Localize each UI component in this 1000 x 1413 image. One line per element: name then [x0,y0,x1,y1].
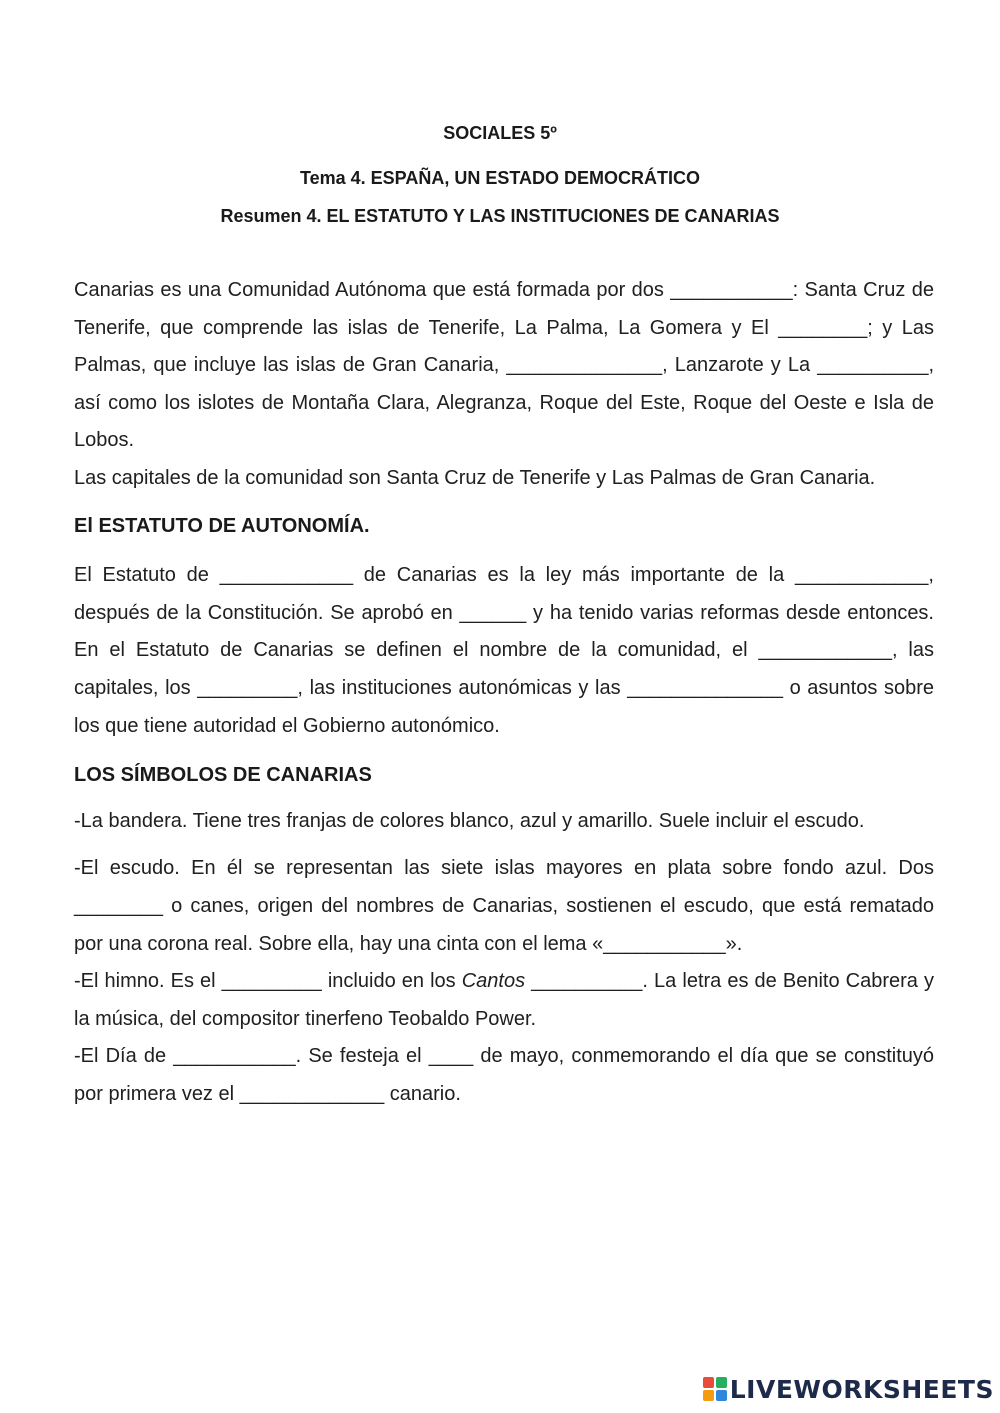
logo-square [716,1390,727,1401]
escudo-paragraph: -El escudo. En él se representan las siete islas mayores en plata sobre fondo azul. Dos ________ o canes, origen del nombres de Canarias, sostienen el escudo, que está rematado por una corona real. Sobre ella, hay una cinta con el lema «___________». [74,857,934,955]
logo-squares-icon [703,1377,727,1401]
estatuto-heading: El ESTATUTO DE AUTONOMÍA. [74,514,370,537]
logo-square [716,1377,727,1388]
resumen-title: Resumen 4. EL ESTATUTO Y LAS INSTITUCIONES DE CANARIAS [220,206,780,226]
logo-brand-text: LIVEWORKSHEETS [729,1374,994,1404]
cantos-italic: Cantos [461,970,526,993]
worksheet-body [74,272,934,1113]
estatuto-paragraph: El Estatuto de ____________ de Canarias es la ley más importante de la ____________, después de la Constitución. Se aprobó en ______ y ha tenido varias reformas desde entonces. En el Estatuto de Canarias se definen el nombre de la comunidad, el ____________, las capitales, los _________, las instituciones autonómicas y las ______________ o asuntos sobre los que tiene autoridad el Gobierno autonómico. [74,564,934,737]
simbolos-heading: LOS SÍMBOLOS DE CANARIAS [74,764,372,787]
logo-square [703,1377,714,1388]
himno-text-start: -El himno. Es el _________ incluido en los [74,970,462,993]
capitals-paragraph: Las capitales de la comunidad son Santa Cruz de Tenerife y Las Palmas de Gran Canaria. [74,466,876,489]
intro-paragraph: Canarias es una Comunidad Autónoma que está formada por dos ___________: Santa Cruz de Tenerife, que comprende las islas de Tenerife, La Palma, La Gomera y El ________; y Las Palmas, que incluye las islas de Gran Canaria, ______________, Lanzarote y La __________, así como los islotes de Montaña Clara, Alegranza, Roque del Este, Roque del Oeste e Isla de Lobos. [74,279,934,452]
logo-square [703,1390,714,1401]
liveworksheets-logo [703,1373,994,1405]
subject-title: SOCIALES 5º [443,123,557,143]
dia-paragraph: -El Día de ___________. Se festeja el ____ de mayo, conmemorando el día que se constituyó por primera vez el _____________ canario. [74,1045,934,1105]
himno-paragraph [74,963,934,1038]
himno-text-end: __________. La letra es de Benito Cabrera y la música, del compositor tinerfeno Teobaldo Power. [74,970,934,1030]
bandera-paragraph: -La bandera. Tiene tres franjas de colores blanco, azul y amarillo. Suele incluir el escudo. [74,809,865,832]
tema-title: Tema 4. ESPAÑA, UN ESTADO DEMOCRÁTICO [299,168,701,188]
